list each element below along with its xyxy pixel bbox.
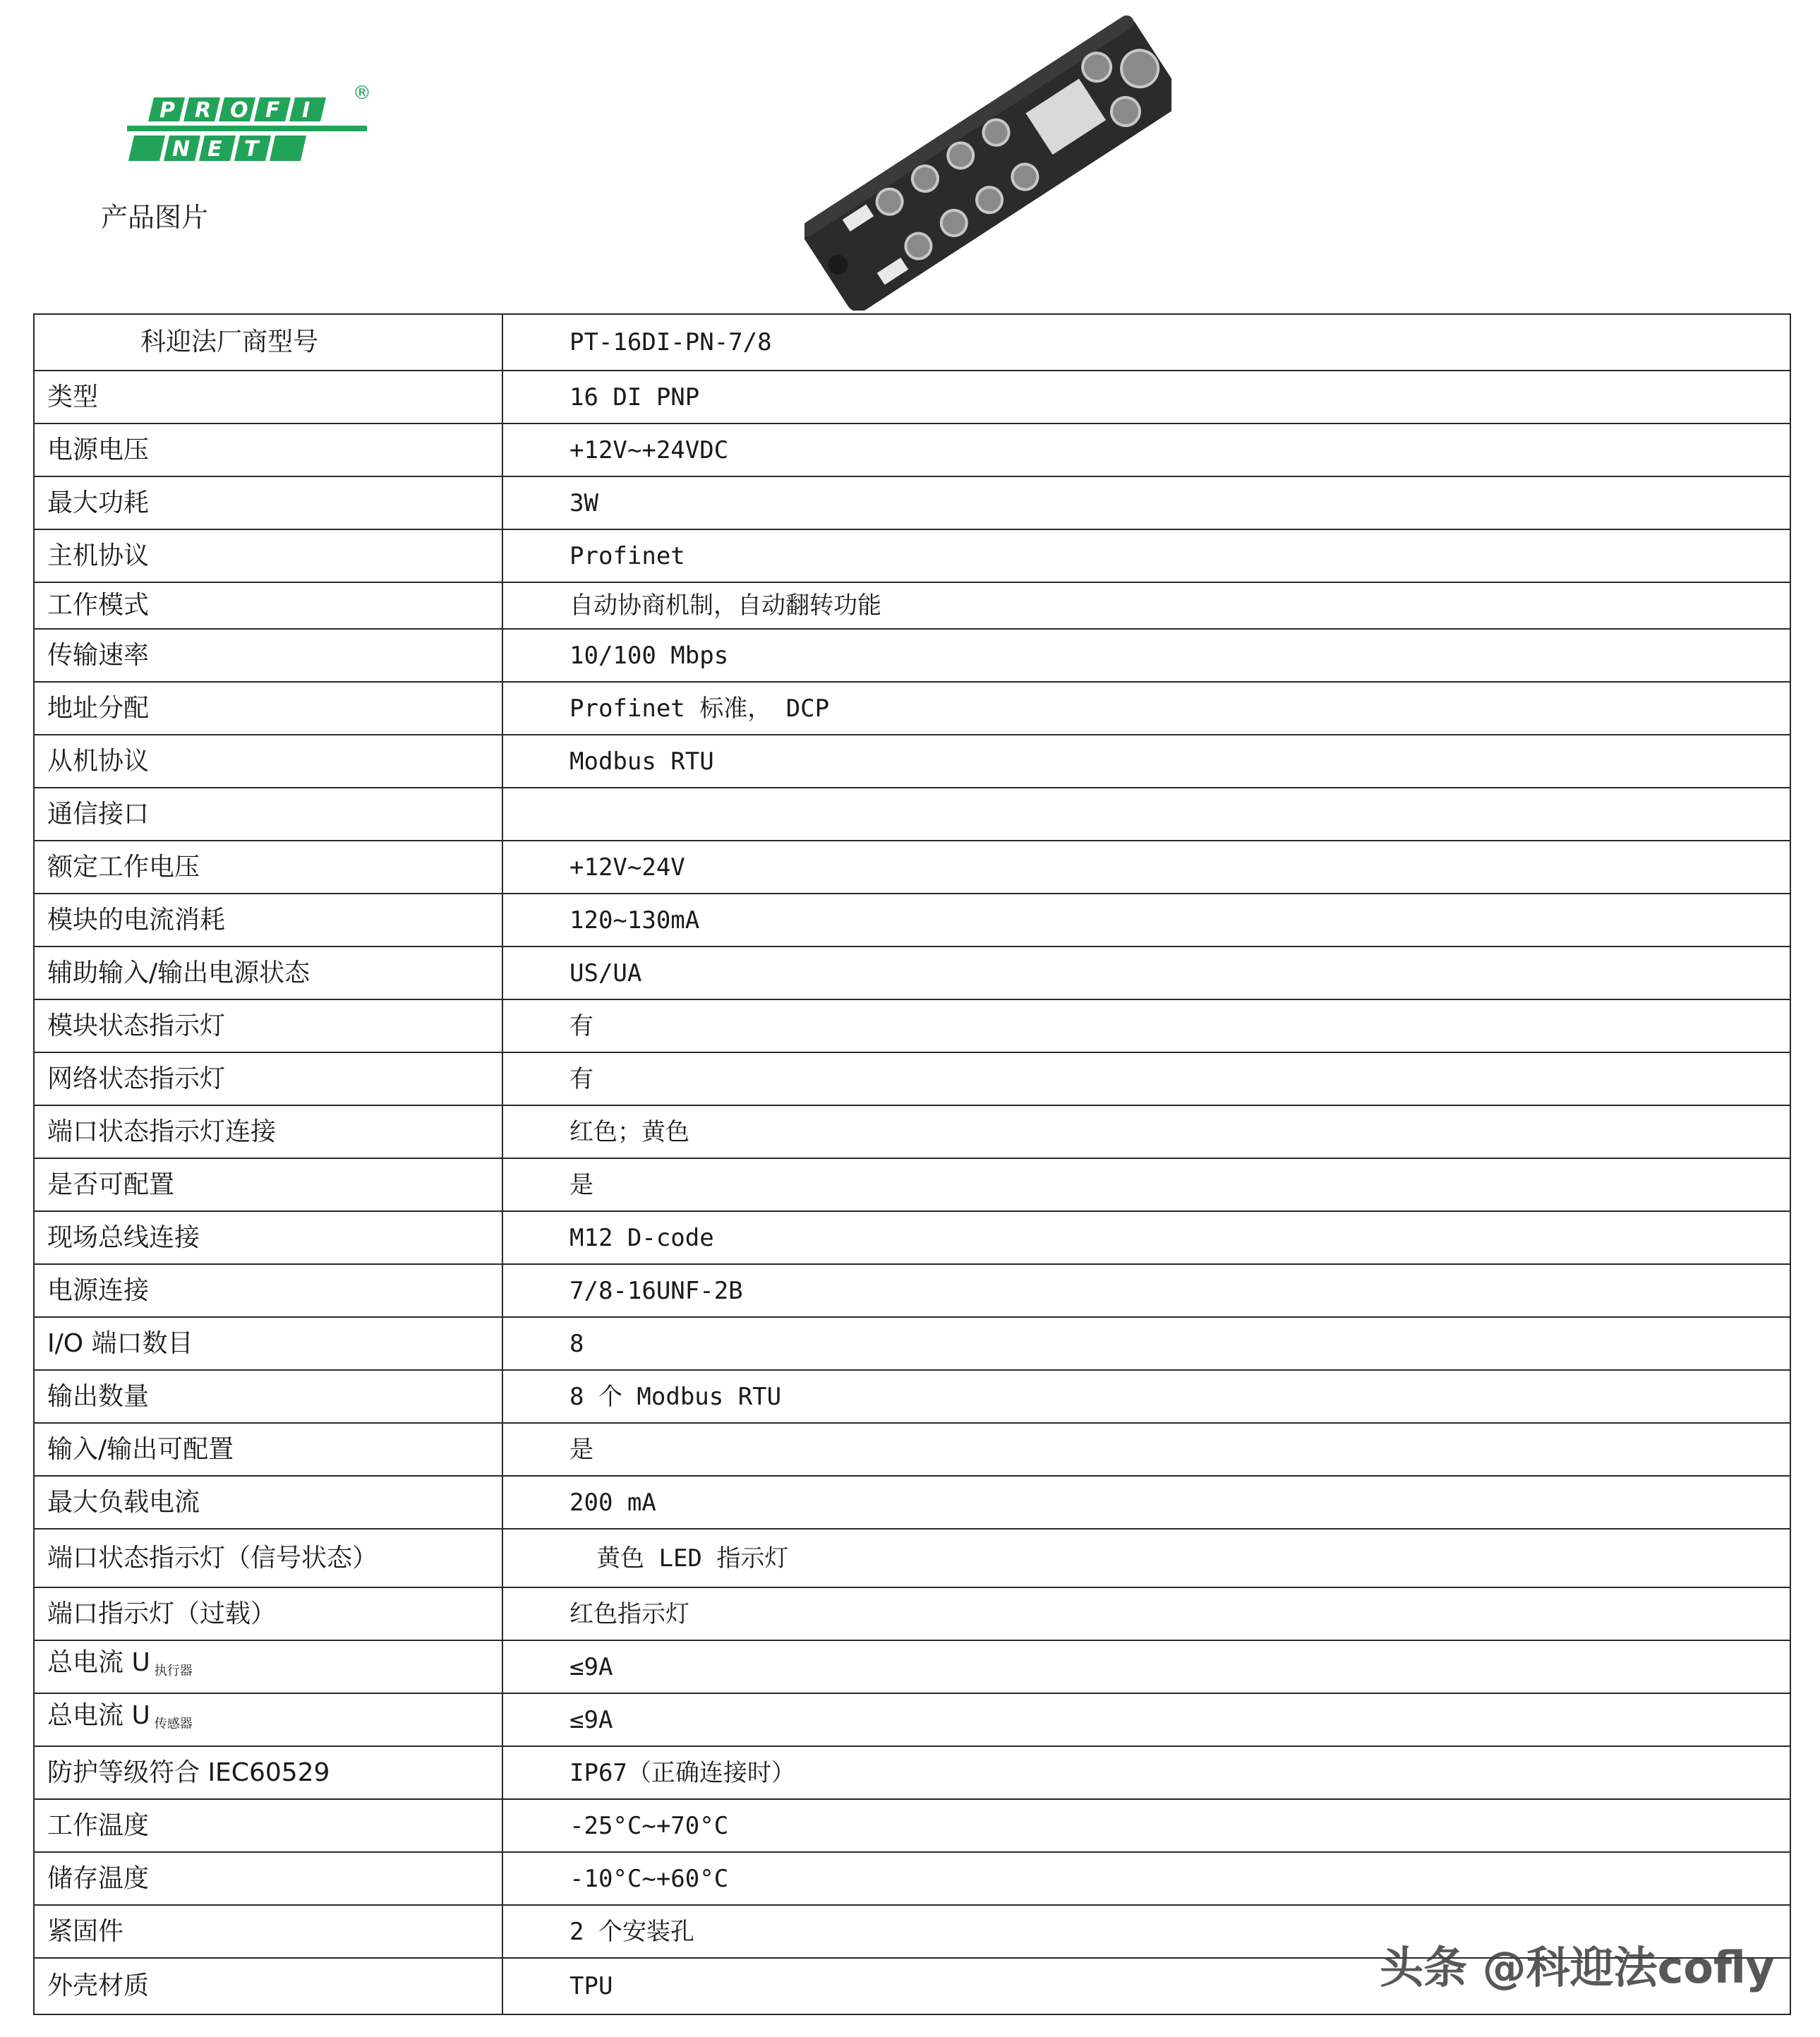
spec-value: +12V~24V [502,841,1790,894]
table-row [34,1529,1790,1587]
table-row [34,1476,1790,1529]
table-row [34,582,1790,629]
table-row [34,841,1790,894]
table-row [34,529,1790,582]
spec-value: 黄色 LED 指示灯 [502,1529,1790,1587]
spec-key: 是否可配置 [34,1158,502,1211]
product-photo-icon [804,7,1171,311]
svg-text:F: F [265,98,280,123]
table-row [34,947,1790,999]
table-row [34,314,1790,371]
svg-text:P: P [159,98,175,123]
spec-key: 端口指示灯（过载） [34,1587,502,1640]
spec-key: 从机协议 [34,735,502,788]
spec-value: 自动协商机制，自动翻转功能 [502,582,1790,629]
spec-value: IP67（正确连接时） [502,1746,1790,1799]
spec-key-text: 总电流 U [47,1647,150,1677]
table-row [34,1693,1790,1746]
spec-key: 输出数量 [34,1370,502,1423]
svg-text:I: I [302,98,311,123]
table-row [34,1370,1790,1423]
spec-value: Profinet 标准， DCP [502,682,1790,735]
spec-key-subscript: 执行器 [154,1663,193,1678]
table-row [34,1317,1790,1370]
spec-value: Modbus RTU [502,735,1790,788]
spec-value: +12V~+24VDC [502,423,1790,476]
spec-key: 工作温度 [34,1799,502,1852]
spec-key: 通信接口 [34,788,502,841]
spec-value: US/UA [502,947,1790,999]
spec-key-with-subscript [34,1640,502,1693]
spec-value: 8 [502,1317,1790,1370]
spec-value: 红色；黄色 [502,1105,1790,1158]
spec-value: 10/100 Mbps [502,629,1790,682]
spec-value: 3W [502,476,1790,529]
spec-key-text: 总电流 U [47,1700,150,1730]
spec-value: 有 [502,999,1790,1052]
spec-value: TPU [502,1958,1790,2014]
table-row [34,1799,1790,1852]
spec-key: 地址分配 [34,682,502,735]
spec-value: -10°C~+60°C [502,1852,1790,1905]
spec-key: 额定工作电压 [34,841,502,894]
table-row [34,423,1790,476]
table-row [34,1587,1790,1640]
spec-key-subscript: 传感器 [154,1716,193,1731]
table-row [34,1105,1790,1158]
spec-key: 主机协议 [34,529,502,582]
table-row [34,1640,1790,1693]
table-row [34,1423,1790,1476]
spec-key: 外壳材质 [34,1958,502,2014]
table-row [34,999,1790,1052]
spec-key-with-subscript [34,1693,502,1746]
svg-text:T: T [244,137,259,162]
table-row [34,735,1790,788]
spec-key: 输入/输出可配置 [34,1423,502,1476]
spec-key: I/O 端口数目 [34,1317,502,1370]
spec-key: 现场总线连接 [34,1211,502,1264]
spec-key: 最大功耗 [34,476,502,529]
spec-value: 8 个 Modbus RTU [502,1370,1790,1423]
spec-key: 网络状态指示灯 [34,1052,502,1105]
spec-table [33,313,1791,2015]
spec-value: ≤9A [502,1693,1790,1746]
svg-text:E: E [207,137,222,162]
spec-value [502,788,1790,841]
spec-key: 模块的电流消耗 [34,894,502,947]
spec-key: 辅助输入/输出电源状态 [34,947,502,999]
spec-key: 科迎法厂商型号 [34,314,502,371]
spec-value: 200 mA [502,1476,1790,1529]
spec-key: 电源连接 [34,1264,502,1317]
spec-value: 16 DI PNP [502,371,1790,423]
spec-value: 2 个安装孔 [502,1905,1790,1958]
spec-value: 7/8-16UNF-2B [502,1264,1790,1317]
table-row [34,894,1790,947]
table-row [34,682,1790,735]
product-image-caption: 产品图片 [101,202,209,233]
spec-key: 防护等级符合 IEC60529 [34,1746,502,1799]
registered-mark: ® [353,83,371,104]
table-row [34,1158,1790,1211]
table-row [34,788,1790,841]
table-row [34,1746,1790,1799]
spec-key: 类型 [34,371,502,423]
spec-key: 紧固件 [34,1905,502,1958]
spec-key: 端口状态指示灯（信号状态） [34,1529,502,1587]
svg-text:O: O [230,98,248,123]
spec-key: 工作模式 [34,582,502,629]
svg-text:R: R [195,98,212,123]
spec-value: 是 [502,1158,1790,1211]
svg-text:N: N [172,137,191,162]
table-row [34,1211,1790,1264]
spec-value: -25°C~+70°C [502,1799,1790,1852]
table-row [34,629,1790,682]
spec-value: 有 [502,1052,1790,1105]
spec-value: 120~130mA [502,894,1790,947]
spec-key: 电源电压 [34,423,502,476]
table-row [34,371,1790,423]
spec-value: M12 D-code [502,1211,1790,1264]
watermark: 头条 @科迎法cofly [1380,1942,1775,1993]
table-row [34,476,1790,529]
profinet-logo [120,78,381,191]
spec-key: 模块状态指示灯 [34,999,502,1052]
spec-key: 最大负载电流 [34,1476,502,1529]
spec-value: 是 [502,1423,1790,1476]
spec-value: 红色指示灯 [502,1587,1790,1640]
table-row [34,1264,1790,1317]
spec-value: ≤9A [502,1640,1790,1693]
spec-value: Profinet [502,529,1790,582]
spec-key: 传输速率 [34,629,502,682]
spec-value: PT-16DI-PN-7/8 [502,314,1790,371]
spec-key: 端口状态指示灯连接 [34,1105,502,1158]
table-row [34,1852,1790,1905]
spec-key: 储存温度 [34,1852,502,1905]
table-row [34,1052,1790,1105]
